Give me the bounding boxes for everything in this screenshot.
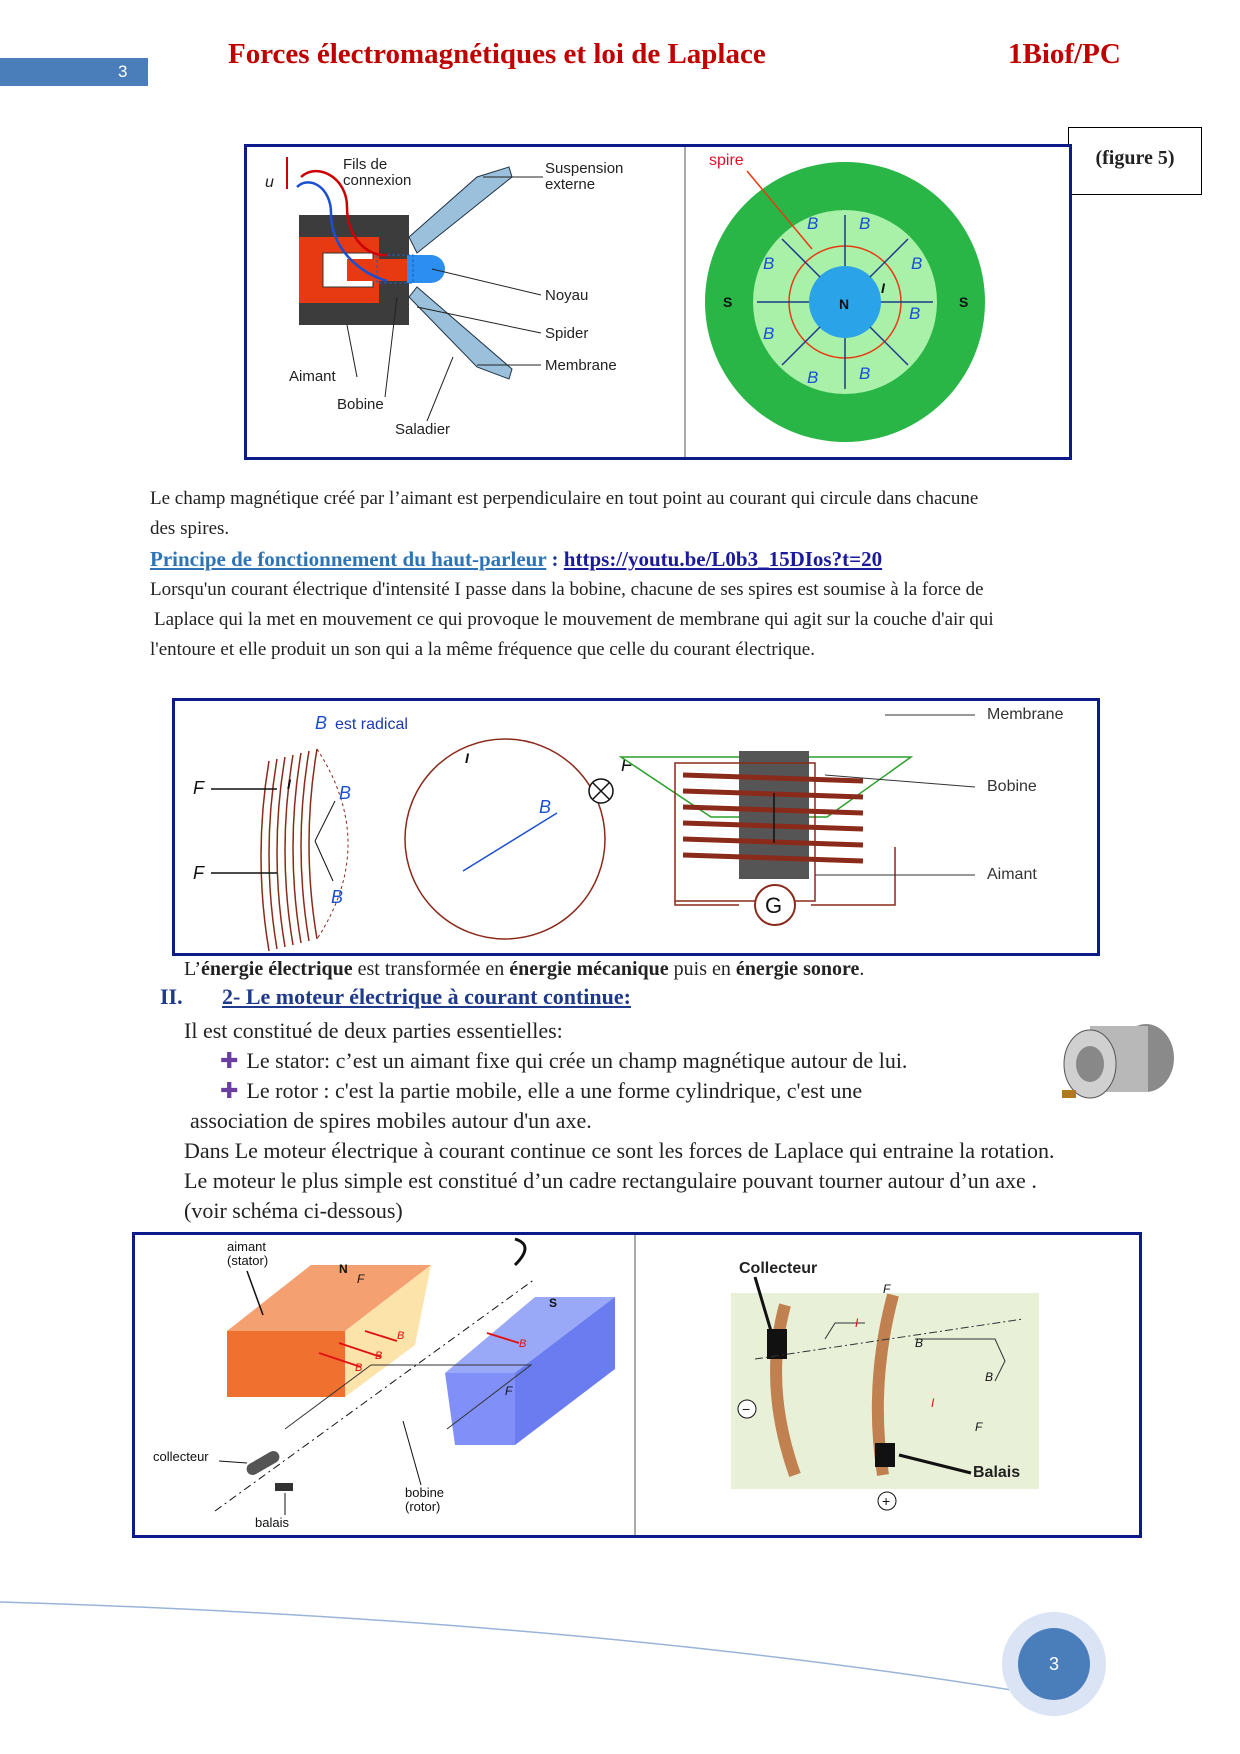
figure6-frame (172, 698, 1100, 956)
svg-text:S: S (549, 1296, 558, 1310)
svg-text:Aimant: Aimant (289, 368, 336, 385)
motor-diagrams (135, 1235, 1139, 1535)
svg-text:(rotor): (rotor) (405, 1499, 441, 1514)
svg-text:aimant: aimant (227, 1239, 267, 1254)
svg-text:B: B (331, 887, 344, 907)
para-l2: Laplace qui la met en mouvement ce qui provoque le mouvement de membrane qui agit sur la couche d'air qui (154, 609, 994, 630)
svg-text:F: F (193, 778, 204, 798)
svg-text:B: B (859, 364, 871, 383)
svg-text:+: + (882, 1493, 891, 1509)
svg-text:B: B (859, 214, 871, 233)
figure7-frame (132, 1232, 1142, 1538)
field-text-line2: des spires. (150, 518, 230, 539)
svg-text:B: B (375, 1350, 383, 1362)
svg-text:F: F (975, 1420, 983, 1434)
svg-text:Suspension: Suspension (545, 160, 624, 177)
svg-text:Bobine: Bobine (987, 778, 1037, 795)
svg-text:S: S (723, 294, 733, 310)
motor-photo (1060, 1018, 1178, 1116)
motor-p1: Dans Le moteur électrique à courant continue ce sont les forces de Laplace qui entraine la rotation. (184, 1138, 1055, 1163)
svg-text:u: u (265, 174, 274, 191)
svg-text:I: I (465, 750, 469, 766)
principe-heading: Principe de fonctionnement du haut-parleur (150, 547, 547, 571)
motor-p3: (voir schéma ci-dessous) (184, 1198, 403, 1223)
svg-text:Noyau: Noyau (545, 287, 589, 304)
para-l1: Lorsqu'un courant électrique d'intensité I passe dans la bobine, chacune de ses spires est soumise à la force de (150, 579, 984, 600)
svg-text:G: G (765, 893, 783, 918)
svg-text:Fils de: Fils de (343, 156, 388, 173)
svg-text:Balais: Balais (973, 1464, 1021, 1481)
header-page-number: 3 (118, 62, 128, 81)
svg-text:bobine: bobine (405, 1485, 445, 1500)
svg-text:B: B (763, 324, 775, 343)
class-label: 1Biof/PC (1008, 38, 1121, 70)
svg-text:B: B (807, 214, 819, 233)
svg-text:B: B (909, 304, 921, 323)
svg-text:I: I (855, 1316, 859, 1330)
svg-text:Saladier: Saladier (395, 421, 451, 438)
svg-text:I: I (931, 1396, 935, 1410)
section-title: 2- Le moteur électrique à courant continue: (222, 984, 631, 1009)
speaker-diagram (247, 147, 1069, 457)
svg-text:B: B (315, 713, 328, 733)
svg-text:Membrane: Membrane (545, 357, 617, 374)
svg-text:B: B (763, 254, 775, 273)
bullet-icon: ✚ (220, 1078, 239, 1103)
svg-text:balais: balais (255, 1515, 289, 1530)
svg-text:Bobine: Bobine (337, 396, 384, 413)
svg-text:S: S (959, 294, 969, 310)
figure5-caption: (figure 5) (1068, 127, 1202, 195)
principe-line: Principe de fonctionnement du haut-parleur : https://youtu.be/L0b3_15DIos?t=20 (150, 547, 883, 571)
section-roman: II. (160, 984, 183, 1009)
page-title: Forces électromagnétiques et loi de Laplace (228, 38, 766, 70)
svg-text:F: F (621, 755, 632, 775)
svg-text:F: F (357, 1272, 365, 1286)
svg-text:−: − (742, 1401, 751, 1417)
section-intro: Il est constitué de deux parties essentielles: (184, 1018, 563, 1043)
svg-text:externe: externe (545, 176, 596, 193)
para-l3: l'entoure et elle produit un son qui a la même fréquence que celle du courant électrique. (150, 639, 815, 660)
svg-text:Collecteur: Collecteur (739, 1260, 818, 1277)
svg-text:F: F (883, 1282, 891, 1296)
svg-text:B: B (985, 1370, 994, 1384)
page-number: 3 (1018, 1628, 1090, 1700)
svg-text:Aimant: Aimant (987, 866, 1037, 883)
bullet-rotor: ✚ Le rotor : c'est la partie mobile, elle a une forme cylindrique, c'est une (220, 1078, 863, 1103)
svg-text:spire: spire (709, 152, 744, 169)
svg-text:B: B (355, 1362, 363, 1374)
svg-text:B: B (911, 254, 923, 273)
svg-text:(stator): (stator) (227, 1253, 269, 1268)
svg-text:I: I (287, 776, 291, 792)
energy-sentence: L’énergie électrique est transformée en énergie mécanique puis en énergie sonore. (184, 958, 865, 980)
cone-upper (409, 167, 512, 253)
youtube-link[interactable]: https://youtu.be/L0b3_15DIos?t=20 (563, 547, 883, 571)
svg-text:F: F (193, 863, 204, 883)
svg-text:B: B (807, 368, 819, 387)
bullet-icon: ✚ (220, 1048, 239, 1073)
bullet-stator: ✚ Le stator: c’est un aimant fixe qui crée un champ magnétique autour de lui. (220, 1048, 908, 1073)
bullet-rotor-cont: association de spires mobiles autour d'un axe. (190, 1108, 592, 1133)
svg-text:Spider: Spider (545, 325, 589, 342)
svg-text:collecteur: collecteur (153, 1449, 209, 1464)
svg-text:est radical: est radical (335, 716, 408, 733)
svg-text:B: B (339, 783, 352, 803)
svg-text:connexion: connexion (343, 172, 412, 189)
svg-text:F: F (505, 1384, 513, 1398)
svg-text:N: N (339, 1262, 348, 1276)
svg-text:I: I (881, 280, 885, 296)
laplace-diagram (175, 701, 1097, 953)
svg-text:N: N (839, 296, 850, 312)
figure5-frame (244, 144, 1072, 460)
motor-p2: Le moteur le plus simple est constitué d’un cadre rectangulaire pouvant tourner autour d’un axe . (184, 1168, 1037, 1193)
svg-text:Membrane: Membrane (987, 706, 1064, 723)
field-text-line1: Le champ magnétique créé par l’aimant est perpendiculaire en tout point au courant qui circule dans chacune (150, 488, 979, 509)
svg-text:B: B (915, 1336, 924, 1350)
svg-text:B: B (519, 1338, 527, 1350)
svg-text:B: B (397, 1330, 405, 1342)
svg-text:B: B (539, 797, 552, 817)
